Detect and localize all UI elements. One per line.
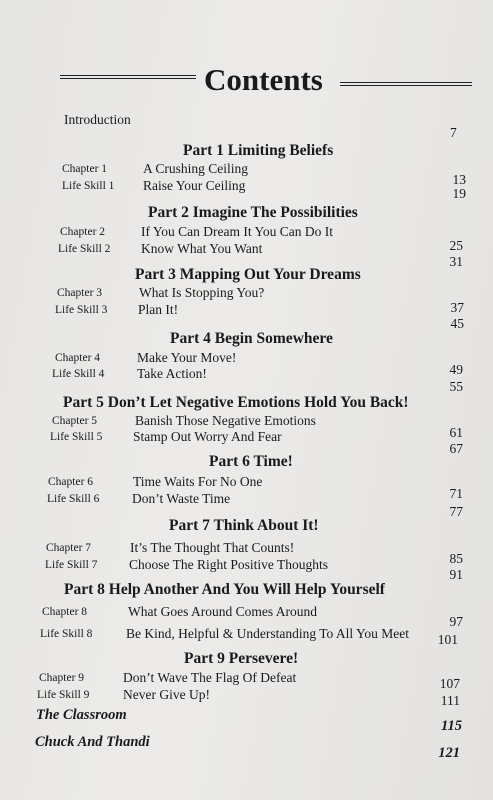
entry-title: What Is Stopping You? bbox=[139, 285, 265, 300]
entry-page-number: 85 bbox=[449, 551, 463, 566]
entry-title: Know What You Want bbox=[141, 241, 263, 256]
entry-label: Chapter 4 bbox=[55, 352, 101, 364]
entry-title: Choose The Right Positive Thoughts bbox=[129, 557, 329, 572]
section-page-number: 115 bbox=[441, 718, 462, 734]
header-rule-left bbox=[60, 75, 196, 79]
section-title: Chuck And Thandi bbox=[35, 734, 150, 750]
entry-label: Chapter 1 bbox=[62, 163, 108, 175]
entry-label: Life Skill 9 bbox=[37, 689, 90, 701]
contents-header bbox=[60, 62, 472, 102]
entry-page-number: 71 bbox=[449, 486, 463, 501]
entry-title: If You Can Dream It You Can Do It bbox=[141, 224, 333, 239]
entry-label: Life Skill 7 bbox=[45, 559, 98, 571]
entry-page-number: 25 bbox=[449, 238, 463, 253]
introduction-label: Introduction bbox=[64, 112, 131, 127]
entry-title: Plan It! bbox=[138, 302, 179, 317]
entry-title: Take Action! bbox=[137, 366, 207, 381]
entry-title: Don’t Wave The Flag Of Defeat bbox=[123, 670, 297, 685]
entry-label: Chapter 9 bbox=[39, 672, 85, 684]
entry-page-number: 77 bbox=[449, 504, 463, 519]
entry-page-number: 19 bbox=[452, 186, 466, 201]
entry-title: It’s The Thought That Counts! bbox=[130, 540, 295, 555]
entry-title: Never Give Up! bbox=[123, 687, 210, 702]
entry-title: Make Your Move! bbox=[137, 350, 237, 365]
entry-page-number: 91 bbox=[449, 567, 463, 582]
entry-page-number: 49 bbox=[449, 362, 463, 377]
entry-label: Life Skill 5 bbox=[50, 431, 103, 443]
entry-label: Life Skill 1 bbox=[62, 180, 115, 192]
part-heading: Part 1 Limiting Beliefs bbox=[183, 142, 334, 159]
part-heading: Part 6 Time! bbox=[209, 453, 293, 470]
entry-title: What Goes Around Comes Around bbox=[128, 604, 317, 619]
part-heading: Part 9 Persevere! bbox=[184, 650, 299, 667]
part-heading: Part 4 Begin Somewhere bbox=[170, 330, 333, 347]
entry-label: Chapter 7 bbox=[46, 542, 92, 554]
entry-label: Life Skill 4 bbox=[52, 368, 105, 380]
entry-title: Time Waits For No One bbox=[133, 474, 263, 489]
part-heading: Part 8 Help Another And You Will Help Yourself bbox=[64, 581, 385, 598]
entry-page-number: 67 bbox=[449, 441, 463, 456]
entry-label: Life Skill 2 bbox=[58, 243, 111, 255]
entry-label: Life Skill 6 bbox=[47, 493, 100, 505]
entry-page-number: 107 bbox=[439, 676, 460, 691]
entry-label: Chapter 6 bbox=[48, 476, 94, 488]
part-heading: Part 2 Imagine The Possibilities bbox=[148, 204, 358, 221]
part-heading: Part 7 Think About It! bbox=[169, 517, 319, 534]
entry-page-number: 97 bbox=[449, 614, 463, 629]
entry-label: Life Skill 3 bbox=[55, 304, 108, 316]
entry-page-number: 45 bbox=[450, 316, 464, 331]
part-heading: Part 5 Don’t Let Negative Emotions Hold You Back! bbox=[63, 394, 409, 411]
entry-page-number: 31 bbox=[449, 254, 463, 269]
introduction-page: 7 bbox=[450, 125, 457, 140]
section-title: The Classroom bbox=[36, 707, 127, 723]
entry-page-number: 111 bbox=[440, 693, 460, 708]
entry-title: Banish Those Negative Emotions bbox=[135, 413, 316, 428]
page-title: Contents bbox=[204, 62, 323, 97]
entry-page-number: 37 bbox=[450, 300, 464, 315]
part-heading: Part 3 Mapping Out Your Dreams bbox=[135, 266, 361, 283]
entry-label: Life Skill 8 bbox=[40, 628, 93, 640]
entry-page-number: 61 bbox=[449, 425, 463, 440]
entry-title: Don’t Waste Time bbox=[132, 491, 231, 506]
entry-label: Chapter 2 bbox=[60, 226, 106, 238]
entry-label: Chapter 5 bbox=[52, 415, 98, 427]
entry-page-number: 13 bbox=[452, 172, 466, 187]
entry-title: A Crushing Ceiling bbox=[143, 161, 249, 176]
entry-title: Raise Your Ceiling bbox=[143, 178, 246, 193]
section-page-number: 121 bbox=[438, 745, 460, 761]
entry-label: Chapter 3 bbox=[57, 287, 103, 299]
entry-title: Stamp Out Worry And Fear bbox=[133, 429, 282, 444]
entry-label: Chapter 8 bbox=[42, 606, 88, 618]
entry-page-number: 55 bbox=[449, 379, 463, 394]
entry-title: Be Kind, Helpful & Understanding To All You Meet bbox=[126, 626, 410, 641]
header-rule-right bbox=[340, 82, 472, 86]
entry-page-number: 101 bbox=[437, 632, 458, 647]
